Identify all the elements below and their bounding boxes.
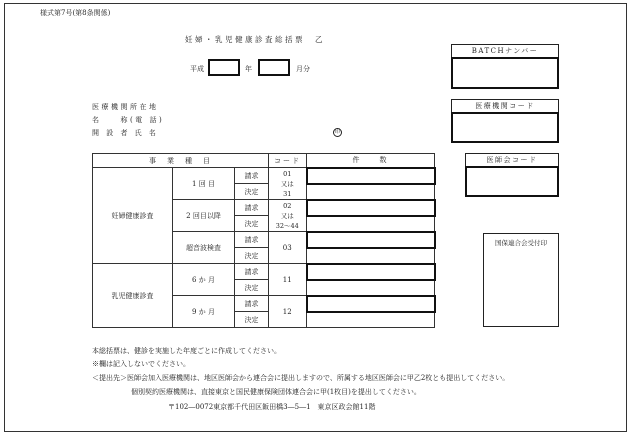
group-label: 妊婦健康診査: [93, 168, 173, 264]
era-label: 平成: [190, 65, 204, 73]
item-label: 2 回目以降: [173, 200, 235, 232]
year-unit-label: 年: [245, 65, 252, 73]
exam-table: [92, 153, 436, 328]
claim-label: 請求: [235, 200, 269, 216]
item-label: 1 回 目: [173, 168, 235, 200]
header-code: コード: [269, 154, 307, 168]
month-input[interactable]: [258, 59, 290, 76]
seal-icon: 印: [334, 129, 341, 135]
year-input[interactable]: [208, 59, 240, 76]
count-decided-input[interactable]: [307, 216, 435, 232]
count-decided-input[interactable]: [307, 248, 435, 264]
note-line-1: 本総括票は、健診を実施した年度ごとに作成してください。: [92, 347, 281, 355]
claim-label: 請求: [235, 264, 269, 280]
table-row: [93, 264, 435, 280]
address-label: 医療機関所在地: [92, 103, 159, 111]
name-label: 名 称(電 話): [92, 116, 165, 124]
item-label: 6 か 月: [173, 264, 235, 296]
header-category: 事 業 種 目: [93, 154, 269, 168]
decided-label: 決定: [235, 312, 269, 328]
header-count: 件 数: [307, 154, 435, 168]
item-label: 超音波検査: [173, 232, 235, 264]
count-claim-input[interactable]: [307, 232, 435, 248]
association-code-label: 医師会コード: [465, 153, 559, 167]
table-row: [93, 168, 435, 184]
count-decided-input[interactable]: [307, 312, 435, 328]
founder-label: 開 設 者 氏 名: [92, 129, 159, 137]
receipt-stamp-box: [483, 233, 559, 327]
claim-label: 請求: [235, 232, 269, 248]
receipt-stamp-label: 国保連合会受付印: [495, 239, 547, 247]
address-footer: 〒102―0072東京都千代田区飯田橋3―5―1 東京区政会館11階: [168, 403, 376, 411]
note-line-3: ＜提出先＞医師会加入医療機関は、地区医師会から連合会に提出しますので、所属する地区医師会に甲乙2枚とも提出してください。: [92, 374, 510, 382]
batch-label: BATCHナンバー: [451, 44, 559, 58]
decided-label: 決定: [235, 280, 269, 296]
decided-label: 決定: [235, 248, 269, 264]
form-title: 妊婦・乳児健康診査総括票 乙: [185, 35, 325, 44]
batch-input[interactable]: [451, 57, 559, 89]
institution-code-label: 医療機関コード: [451, 99, 559, 113]
count-claim-input[interactable]: [307, 168, 435, 184]
note-line-2: ※欄は記入しないでください。: [92, 360, 190, 368]
note-line-4: 個別契約医療機関は、直接東京と国民健康保険団体連合会に甲(1枚目)を提出してください。: [131, 388, 421, 396]
count-decided-input[interactable]: [307, 184, 435, 200]
code-cell: 03: [269, 232, 307, 264]
code-cell: 02 又は 32～44: [269, 200, 307, 232]
code-cell: 12: [269, 296, 307, 328]
count-claim-input[interactable]: [307, 264, 435, 280]
form-number: 様式第7号(第8条関係): [40, 9, 111, 17]
count-decided-input[interactable]: [307, 280, 435, 296]
claim-label: 請求: [235, 296, 269, 312]
month-unit-label: 月分: [296, 65, 310, 73]
code-cell: 11: [269, 264, 307, 296]
count-claim-input[interactable]: [307, 200, 435, 216]
claim-label: 請求: [235, 168, 269, 184]
code-cell: 01 又は 31: [269, 168, 307, 200]
institution-code-input[interactable]: [451, 112, 559, 143]
decided-label: 決定: [235, 216, 269, 232]
group-label: 乳児健康診査: [93, 264, 173, 328]
decided-label: 決定: [235, 184, 269, 200]
association-code-input[interactable]: [465, 166, 559, 197]
item-label: 9 か 月: [173, 296, 235, 328]
count-claim-input[interactable]: [307, 296, 435, 312]
